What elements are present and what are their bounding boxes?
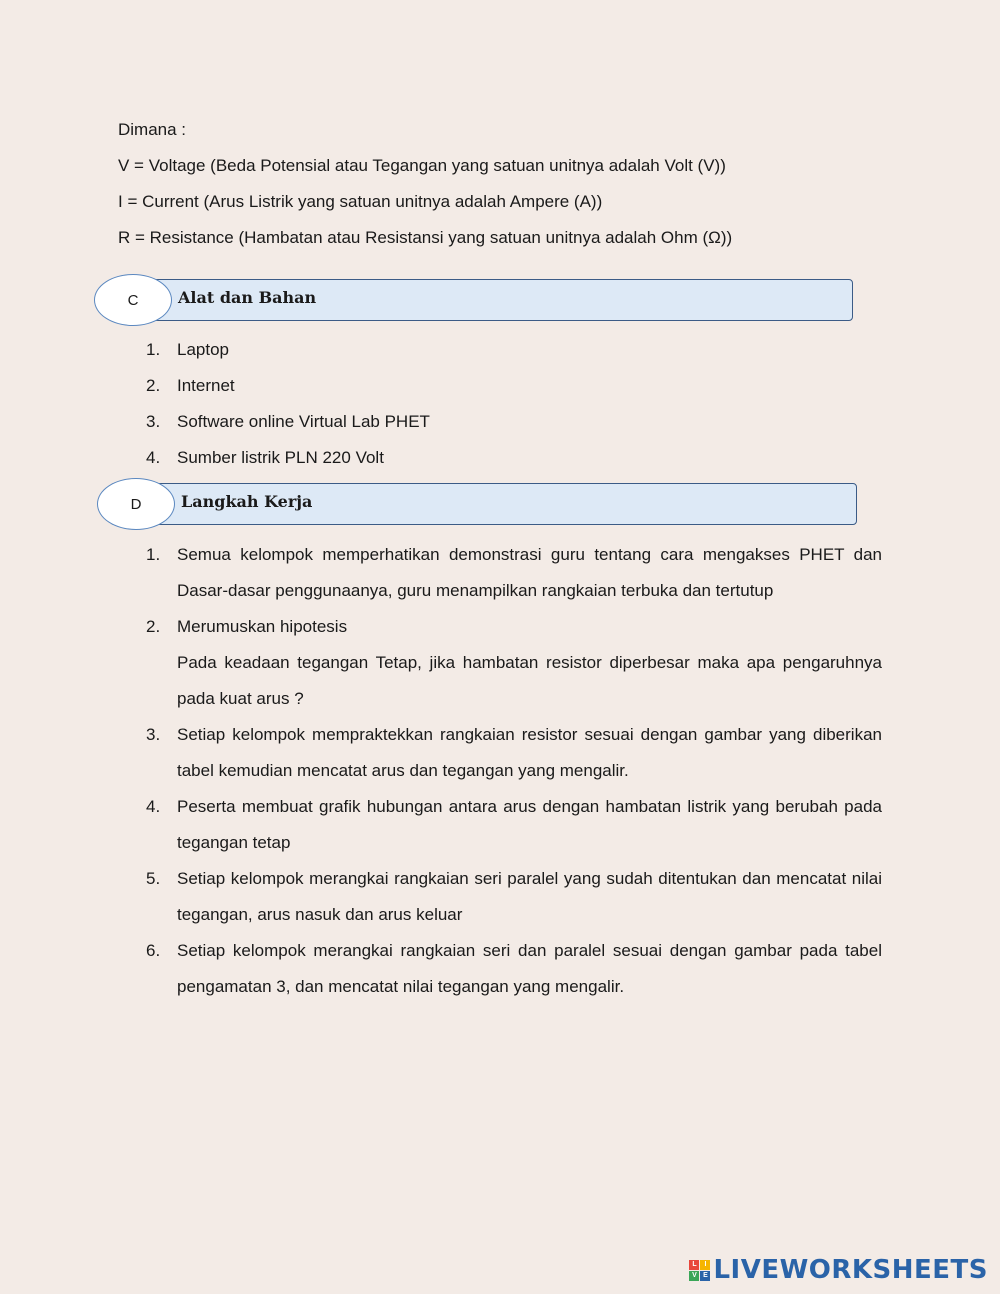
list-item <box>146 368 882 404</box>
list-item <box>146 789 882 861</box>
list-item-text: Merumuskan hipotesis <box>177 617 348 636</box>
list-item-text: Semua kelompok memperhatikan demonstrasi guru tentang cara mengakses PHET dan Dasar-dasar penggunaanya, guru menampilkan rangkaian terbuka dan tertutup <box>177 545 882 600</box>
voltage-definition: V = Voltage (Beda Potensial atau Tegangan yang satuan unitnya adalah Volt (V)) <box>118 156 726 175</box>
liveworksheets-logo[interactable] <box>689 1256 988 1284</box>
list-item-number: 2. <box>146 617 161 636</box>
list-item-number: 5. <box>146 869 161 888</box>
list-item-number: 3. <box>146 725 161 744</box>
section-d-letter: D <box>130 495 142 513</box>
section-d-badge <box>97 478 175 530</box>
list-item-text: Laptop <box>177 340 229 359</box>
list-item <box>146 404 882 440</box>
dimana-label: Dimana : <box>118 120 187 139</box>
resistance-definition: R = Resistance (Hambatan atau Resistansi yang satuan unitnya adalah Ohm (Ω)) <box>118 228 733 247</box>
list-item-text: Software online Virtual Lab PHET <box>177 412 430 431</box>
list-item-subtext: Pada keadaan tegangan Tetap, jika hambatan resistor diperbesar maka apa pengaruhnya pada kuat arus ? <box>177 653 882 708</box>
list-item <box>146 933 882 1005</box>
list-item-text: Setiap kelompok merangkai rangkaian seri paralel yang sudah ditentukan dan mencatat nilai tegangan, arus nasuk dan arus keluar <box>177 869 882 924</box>
list-item-number: 4. <box>146 448 161 467</box>
section-c-letter: C <box>127 291 139 309</box>
section-d-title: Langkah Kerja <box>181 492 313 511</box>
list-item <box>146 332 882 368</box>
list-item-number: 1. <box>146 545 161 564</box>
section-c-badge <box>94 274 172 326</box>
list-item <box>146 717 882 789</box>
list-item-text: Setiap kelompok mempraktekkan rangkaian resistor sesuai dengan gambar yang diberikan tabel kemudian mencatat arus dan tegangan yang mengalir. <box>177 725 882 780</box>
section-c-title: Alat dan Bahan <box>178 288 317 307</box>
list-item-text: Internet <box>177 376 235 395</box>
list-item <box>146 537 882 609</box>
list-item-number: 6. <box>146 941 161 960</box>
list-item-text: Setiap kelompok merangkai rangkaian seri dan paralel sesuai dengan gambar pada tabel pengamatan 3, dan mencatat nilai tegangan yang mengalir. <box>177 941 882 996</box>
logo-letter-v: V <box>689 1271 699 1281</box>
liveworksheets-logo-icon <box>689 1260 710 1281</box>
logo-letter-l: L <box>689 1260 699 1270</box>
list-item-number: 2. <box>146 376 161 395</box>
liveworksheets-logo-text: LIVEWORKSHEETS <box>713 1255 988 1285</box>
current-definition: I = Current (Arus Listrik yang satuan unitnya adalah Ampere (A)) <box>118 192 603 211</box>
list-item <box>146 861 882 933</box>
list-item-number: 4. <box>146 797 161 816</box>
list-item-number: 1. <box>146 340 161 359</box>
list-item-text: Sumber listrik PLN 220 Volt <box>177 448 384 467</box>
list-item-text: Peserta membuat grafik hubungan antara arus dengan hambatan listrik yang berubah pada tegangan tetap <box>177 797 882 852</box>
list-item-number: 3. <box>146 412 161 431</box>
logo-letter-i: I <box>700 1260 710 1270</box>
list-item <box>146 609 882 717</box>
logo-letter-e: E <box>700 1271 710 1281</box>
list-item <box>146 440 882 476</box>
